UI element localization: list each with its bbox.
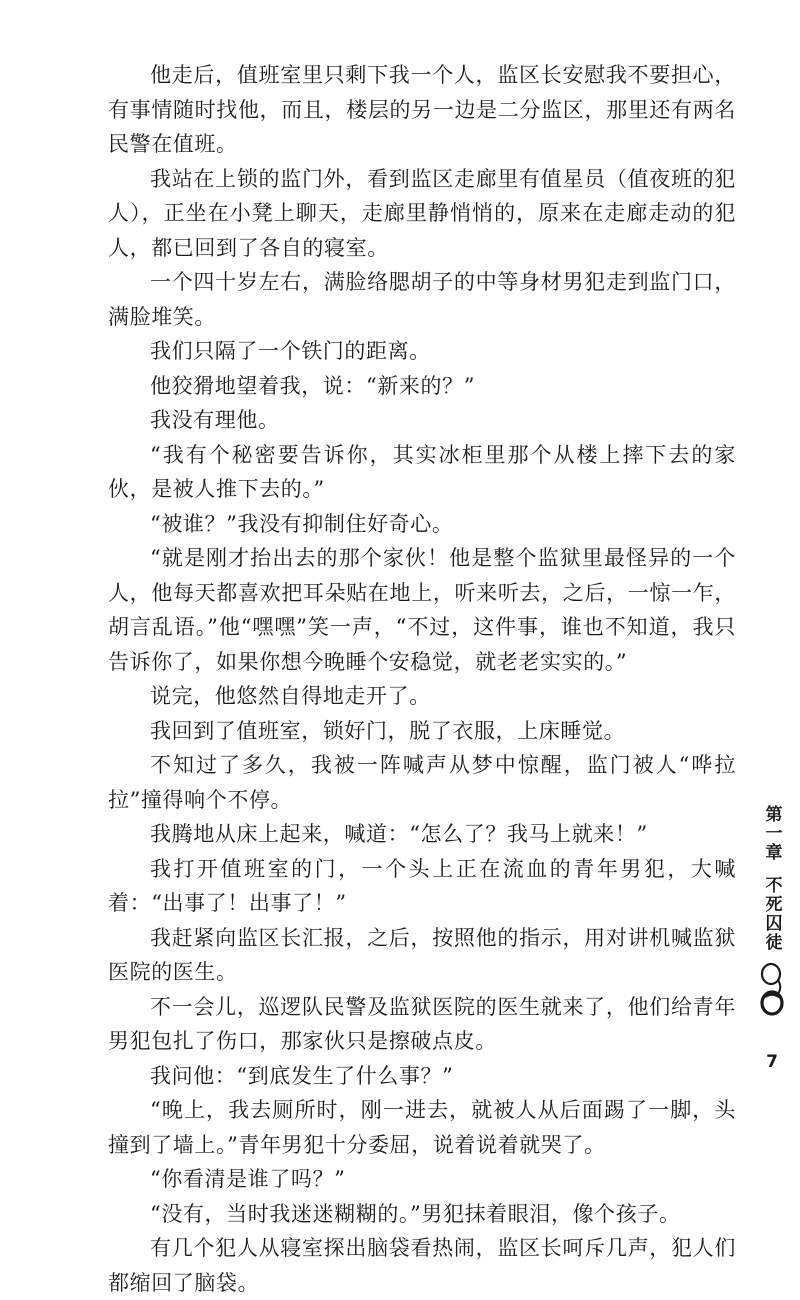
paragraph: 我赶紧向监区长汇报，之后，按照他的指示，用对讲机喊监狱医院的医生。	[108, 925, 736, 984]
paragraph: 我回到了值班室，锁好门，脱了衣服，上床睡觉。	[150, 718, 626, 743]
paragraph: 有几个犯人从寝室探出脑袋看热闹，监区长呵斥几声，犯人们都缩回了脑袋。	[108, 1236, 736, 1295]
paragraph: “我有个秘密要告诉你，其实冰柜里那个从楼上摔下去的家伙，是被人推下去的。”	[108, 442, 736, 501]
paragraph: 我问他：“到底发生了什么事？”	[150, 1063, 454, 1088]
paragraph: “就是刚才抬出去的那个家伙！他是整个监狱里最怪异的一个人，他每天都喜欢把耳朵贴在地上，听来听去，之后，一惊一乍，胡言乱语。”他“嘿嘿”笑一声，“不过，这件事，谁也不知道，我只告诉你了，如果你想今晚睡个安稳觉，就老老实实的。”	[108, 546, 736, 674]
paragraph: 我没有理他。	[150, 408, 280, 432]
paragraph: 我站在上锁的监门外，看到监区走廊里有值星员（值夜班的犯人），正坐在小凳上聊天，走廊里静悄悄的，原来在走廊走动的犯人，都已回到了各自的寝室。	[108, 166, 736, 260]
paragraph: “没有，当时我迷迷糊糊的。”男犯抹着眼泪，像个孩子。	[150, 1201, 681, 1226]
paragraph: 不知过了多久，我被一阵喊声从梦中惊醒，监门被人“哗拉拉”撞得响个不停。	[108, 753, 736, 812]
body-text	[108, 58, 736, 1300]
paragraph: “晚上，我去厕所时，刚一进去，就被人从后面踢了一脚，头撞到了墙上。”青年男犯十分委屈，说着说着就哭了。	[108, 1098, 736, 1157]
chapter-side-tab	[752, 805, 792, 1072]
paragraph: 说完，他悠然自得地走开了。	[150, 684, 431, 708]
paragraph: 一个四十岁左右，满脸络腮胡子的中等身材男犯走到监门口，满脸堆笑。	[108, 270, 736, 329]
paragraph: 他狡猾地望着我，说：“新来的？”	[150, 373, 476, 398]
paragraph: 不一会儿，巡逻队民警及监狱医院的医生就来了，他们给青年男犯包扎了伤口，那家伙只是擦破点皮。	[108, 994, 736, 1053]
paragraph: 他走后，值班室里只剩下我一个人，监区长安慰我不要担心，有事情随时找他，而且，楼层的另一边是二分监区，那里还有两名民警在值班。	[108, 63, 736, 156]
page-number: 7	[766, 1052, 778, 1072]
handcuffs-icon	[757, 958, 787, 1022]
paragraph: “你看清是谁了吗？”	[150, 1167, 346, 1191]
paragraph: “被谁？”我没有抑制住好奇心。	[150, 511, 454, 536]
chapter-label: 第一章	[761, 805, 782, 862]
paragraph: 我腾地从床上起来，喊道：“怎么了？我马上就来！”	[150, 822, 648, 846]
paragraph: 我打开值班室的门，一个头上正在流血的青年男犯，大喊着：“出事了！出事了！”	[108, 856, 736, 915]
chapter-title: 不死囚徒	[761, 876, 782, 952]
paragraph: 我们只隔了一个铁门的距离。	[150, 339, 431, 363]
